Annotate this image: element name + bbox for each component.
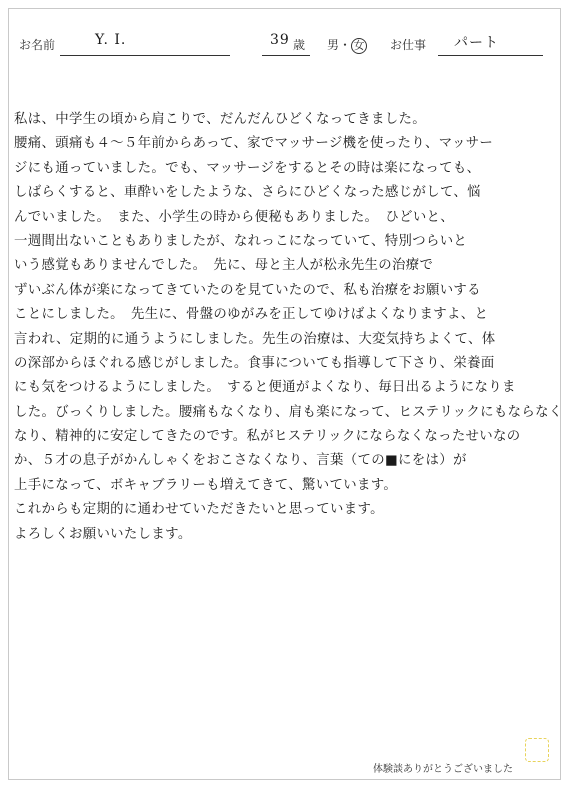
footer-thanks: 体験談ありがとうございました [373,764,513,775]
body-line: 腰痛、頭痛も４～５年前からあって、家でマッサージ機を使ったり、マッサー [14,136,494,152]
body-line: にも気をつけるようにしました。 すると便通がよくなり、毎日出るようになりま [14,380,516,396]
body-line: これからも定期的に通わせていただきたいと思っています。 [14,502,384,518]
body-line: した。びっくりしました。腰痛もなくなり、肩も楽になって、ヒステリックにもならなく [14,404,563,420]
body-line: 言われ、定期的に通うようにしました。先生の治療は、大変気持ちよくて、体 [14,331,496,347]
body-line: ジにも通っていました。でも、マッサージをするとその時は楽になっても、 [14,160,481,176]
job-underline [438,55,543,56]
body-line: 上手になって、ボキャブラリーも増えてきて、驚いています。 [14,477,398,493]
body-line: しばらくすると、車酔いをしたような、さらにひどくなった感じがして、悩 [14,185,481,201]
job-label: お仕事 [390,38,427,52]
body-line: いう感覚もありませんでした。 先に、母と主人が松永先生の治療で [14,258,434,274]
name-underline [60,55,230,56]
gender-male: 男 [327,38,340,52]
age-underline [262,55,310,56]
body-line: よろしくお願いいたします。 [14,526,192,542]
body-line: か、５才の息子がかんしゃくをおこさなくなり、言葉（ての■にをは）が [14,453,467,469]
gender-separator: ・ [339,38,352,52]
job-value: パート [454,35,499,51]
gender-female-circled: 女 [351,38,367,54]
age-label: 歳 [293,38,306,52]
name-value: Y. I. [95,32,127,48]
stamp-mark [525,738,549,762]
body-line: 一週間出ないこともありましたが、なれっこになっていて、特別つらいと [14,233,468,249]
body-line: の深部からほぐれる感じがしました。食事についても指導して下さり、栄養面 [14,355,495,371]
body-line: なり、精神的に安定してきたのです。私がヒステリックにならなくなったせいなの [14,429,521,445]
body-line: 私は、中学生の頃から肩こりで、だんだんひどくなってきました。 [14,112,426,127]
body-line: ずいぶん体が楽になってきていたのを見ていたので、私も治療をお願いする [14,282,481,298]
age-value: 39 [270,32,290,48]
gender-options [327,36,367,56]
body-line: んでいました。 また、小学生の時から便秘もありました。 ひどいと、 [14,209,455,225]
name-label: お名前 [19,38,56,52]
body-line: ことにしました。 先生に、骨盤のゆがみを正してゆけばよくなりますよ、と [14,307,489,323]
testimonial-body [14,108,563,547]
